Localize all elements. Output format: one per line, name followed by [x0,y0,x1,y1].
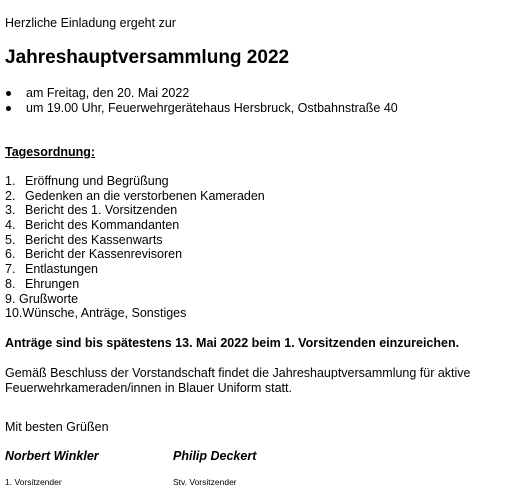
agenda-item [5,277,265,292]
agenda-item [5,218,265,233]
agenda-item-text: Bericht des Kassenwarts [25,232,163,247]
agenda-item-text: Gedenken an die verstorbenen Kameraden [25,188,265,203]
agenda-item-number: 6. [5,247,16,262]
signature-role-chairman: 1. Vorsitzender [5,477,62,487]
closing-greeting: Mit besten Grüßen [5,420,109,434]
agenda-item-number: 3. [5,203,16,218]
agenda-item-text: Bericht des 1. Vorsitzenden [25,203,178,218]
agenda-item-number: 8. [5,276,16,291]
bullet-icon [6,106,11,111]
agenda-item-number: 5. [5,232,16,247]
event-details-list [5,86,398,116]
agenda-item-number: 4. [5,218,16,233]
bullet-icon [6,91,11,96]
agenda-item [5,233,265,248]
event-date-text: am Freitag, den 20. Mai 2022 [26,86,190,100]
agenda-item [5,174,265,189]
agenda-item-number: 1. [5,174,16,188]
agenda-item-text: Wünsche, Anträge, Sonstiges [22,306,187,321]
agenda-item-number: 9. [5,291,16,306]
agenda-item [5,203,265,218]
event-time-location-text: um 19.00 Uhr, Feuerwehrgerätehaus Hersbruck, Ostbahnstraße 40 [26,101,398,115]
agenda-item [5,247,265,262]
agenda-list [5,174,265,321]
event-date-item [5,86,398,101]
agenda-item-number: 10. [5,306,23,321]
document-title: Jahreshauptversammlung 2022 [5,47,290,68]
agenda-item-text: Grußworte [19,291,79,306]
signature-role-deputy: Stv. Vorsitzender [173,477,237,487]
agenda-item [5,306,265,321]
agenda-item-number: 7. [5,262,16,277]
signature-name-chairman: Norbert Winkler [5,449,99,463]
agenda-item-text: Ehrungen [25,276,80,291]
agenda-item [5,292,265,307]
agenda-item-number: 2. [5,188,16,203]
intro-text: Herzliche Einladung ergeht zur [5,16,176,30]
uniform-info: Gemäß Beschluss der Vorstandschaft findet die Jahreshauptversammlung für aktive Feuerwehrkameraden/innen in Blauer Uniform statt. [5,366,471,395]
agenda-item-text: Bericht des Kommandanten [25,218,180,233]
event-time-location-item [5,101,398,116]
agenda-item [5,262,265,277]
agenda-item-text: Eröffnung und Begrüßung [25,174,169,188]
signature-name-deputy: Philip Deckert [173,449,257,463]
agenda-item-text: Bericht der Kassenrevisoren [25,247,183,262]
agenda-heading: Tagesordnung: [5,145,96,159]
agenda-item-text: Entlastungen [25,262,98,277]
deadline-notice: Anträge sind bis spätestens 13. Mai 2022 beim 1. Vorsitzenden einzureichen. [5,336,460,350]
agenda-item [5,189,265,204]
